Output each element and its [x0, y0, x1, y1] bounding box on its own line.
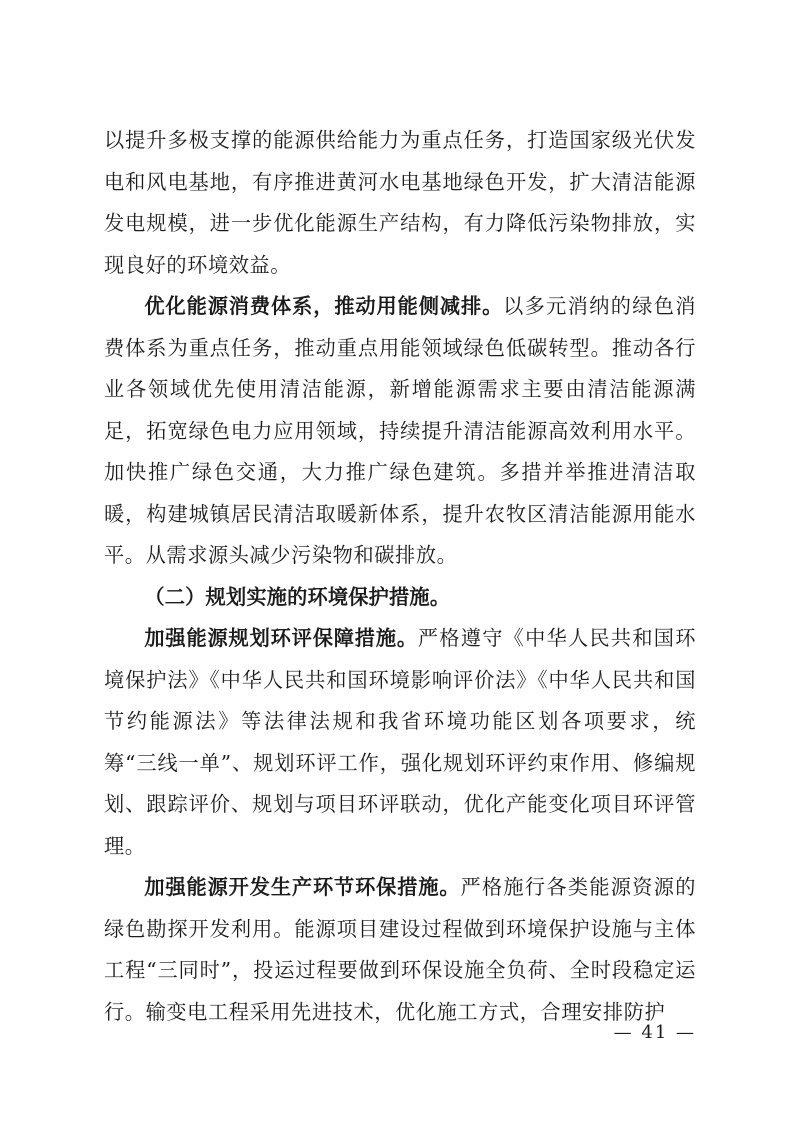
paragraph-4-text: 严格遵守《中华人民共和国环境保护法》《中华人民共和国环境影响评价法》《中华人民共和国节约能源法》等法律法规和我省环境功能区划各项要求，统筹“三线一单”、规划环评工作，强化规划环评约束作用、修编规划、跟踪评价、规划与项目环评联动，优化产能变化项目环评管理。 — [104, 626, 696, 858]
paragraph-5 — [104, 867, 696, 1033]
paragraph-5-text: 严格施行各类能源资源的绿色勘探开发利用。能源项目建设过程做到环境保护设施与主体工程“三同时”，投运过程要做到环保设施全负荷、全时段稳定运行。输变电工程采用先进技术，优化施工方式，合理安排防护 — [104, 875, 696, 1024]
paragraph-2-text: 以多元消纳的绿色消费体系为重点任务，推动重点用能领域绿色低碳转型。推动各行业各领域优先使用清洁能源，新增能源需求主要由清洁能源满足，拓宽绿色电力应用领域，持续提升清洁能源高效利用水平。加快推广绿色交通，大力推广绿色建筑。多措并举推进清洁取暖，构建城镇居民清洁取暖新体系，提升农牧区清洁能源用能水平。从需求源头减少污染物和碳排放。 — [104, 294, 696, 567]
paragraph-1-text: 以提升多极支撑的能源供给能力为重点任务，打造国家级光伏发电和风电基地，有序推进黄河水电基地绿色开发，扩大清洁能源发电规模，进一步优化能源生产结构，有力降低污染物排放，实现良好的环境效益。 — [104, 128, 696, 277]
page-body — [104, 120, 696, 1033]
paragraph-1 — [104, 120, 696, 286]
paragraph-4 — [104, 618, 696, 867]
paragraph-3-lead: （二）规划实施的环境保护措施。 — [144, 584, 451, 609]
page-number: — 41 — — [613, 1022, 696, 1043]
paragraph-4-lead: 加强能源规划环评保障措施。 — [144, 626, 418, 650]
paragraph-5-lead: 加强能源开发生产环节环保措施。 — [144, 875, 461, 899]
paragraph-2 — [104, 286, 696, 577]
paragraph-2-lead: 优化能源消费体系，推动用能侧减排。 — [144, 294, 504, 318]
paragraph-3-heading — [104, 577, 696, 619]
